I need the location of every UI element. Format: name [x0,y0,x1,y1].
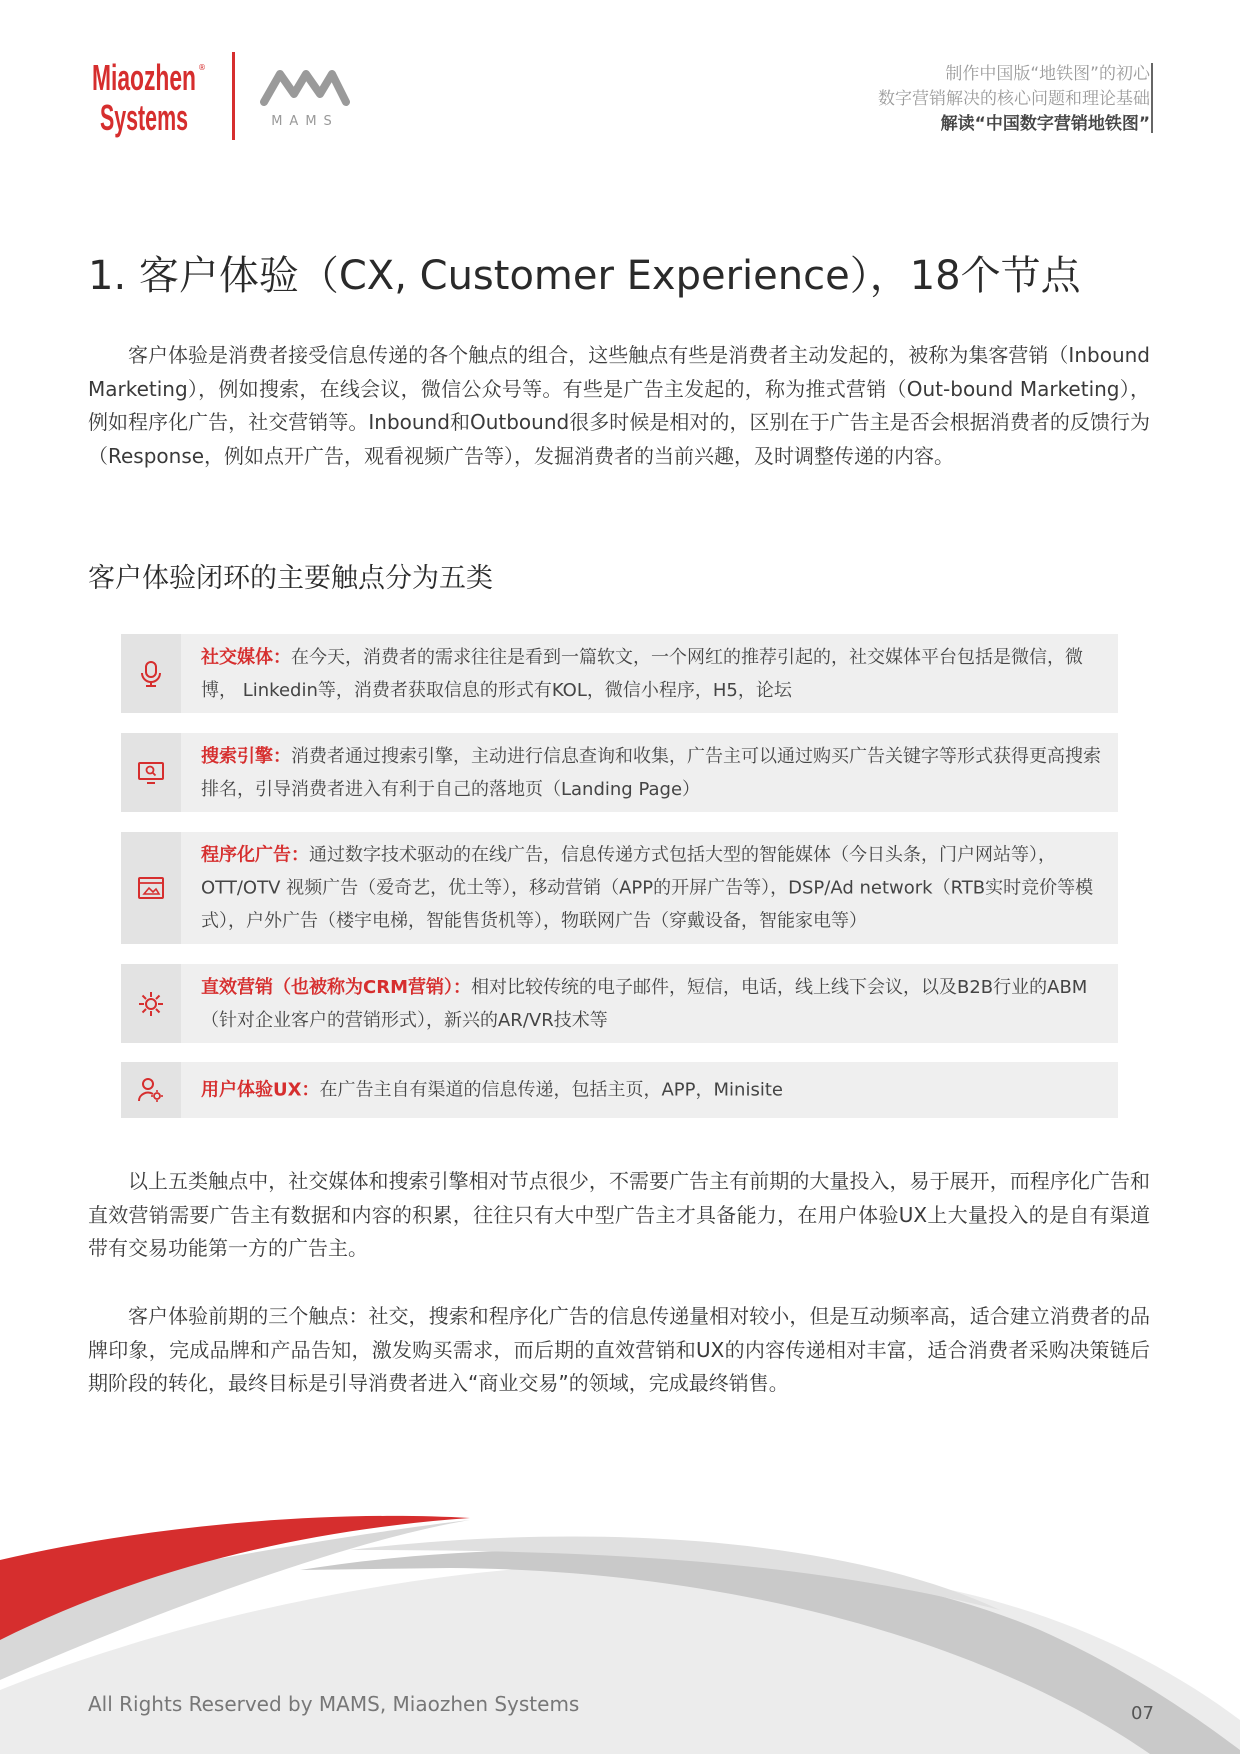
svg-text:®: ® [198,63,206,72]
touchpoint-label: 程序化广告： [201,844,309,866]
touchpoint-description: 在广告主自有渠道的信息传递，包括主页，APP，Minisite [319,1079,783,1101]
header-accent-bar [1151,63,1153,133]
touchpoint-user-experience [121,1062,1118,1118]
network-gear-icon [136,989,166,1019]
touchpoint-icon-column [121,733,181,812]
mams-logo [260,64,350,128]
touchpoint-text [201,641,1106,707]
touchpoint-social-media [121,634,1118,713]
touchpoint-label: 用户体验UX： [201,1079,320,1101]
touchpoint-text [201,839,1106,938]
touchpoint-label: 社交媒体： [201,646,291,668]
microphone-icon [136,659,166,689]
miaozhen-logo [92,56,214,142]
touchpoint-text [201,1074,1106,1107]
touchpoint-direct-marketing [121,964,1118,1043]
touchpoint-description: 相对比较传统的电子邮件，短信，电话，线上线下会议，以及B2B行业的ABM（针对企业客户的营销形式），新兴的AR/VR技术等 [201,976,1088,1031]
summary-paragraph-2: 客户体验前期的三个触点：社交，搜索和程序化广告的信息传递量相对较小，但是互动频率高，适合建立消费者的品牌印象，完成品牌和产品告知，激发购买需求，而后期的直效营销和UX的内容传递相对丰富，适合消费者采购决策链后期阶段的转化，最终目标是引导消费者进入“商业交易”的领域，完成最终销售。 [88,1304,1150,1395]
footer-copyright: All Rights Reserved by MAMS, Miaozhen Systems [88,1692,580,1716]
header-line-3: 解读“中国数字营销地铁图” [940,114,1150,134]
touchpoint-description: 通过数字技术驱动的在线广告，信息传递方式包括大型的智能媒体（今日头条，门户网站等），OTT/OTV 视频广告（爱奇艺，优土等），移动营销（APP的开屏广告等），DSP/Ad network（RTB实时竞价等模式），户外广告（楼宇电梯，智能售货机等），物联网广告（穿戴设备，智能家电等） [201,844,1094,932]
touchpoint-text [201,740,1106,806]
header-line-1: 制作中国版“地铁图”的初心 [945,64,1150,84]
touchpoint-icon-column [121,964,181,1043]
touchpoint-label: 搜索引擎： [201,745,291,767]
touchpoint-description: 消费者通过搜索引擎，主动进行信息查询和收集，广告主可以通过购买广告关键字等形式获得更高搜索排名，引导消费者进入有利于自己的落地页（Landing Page） [201,745,1101,800]
touchpoint-search-engine [121,733,1118,812]
touchpoint-description: 在今天，消费者的需求往往是看到一篇软文，一个网红的推荐引起的，社交媒体平台包括是微信，微博， Linkedin等，消费者获取信息的形式有KOL，微信小程序，H5，论坛 [201,646,1083,701]
summary-paragraph-1: 以上五类触点中，社交媒体和搜索引擎相对节点很少，不需要广告主有前期的大量投入，易于展开，而程序化广告和直效营销需要广告主有数据和内容的积累，往往只有大中型广告主才具备能力，在用户体验UX上大量投入的是自有渠道带有交易功能第一方的广告主。 [88,1169,1150,1260]
touchpoint-icon-column [121,832,181,944]
svg-text:Systems: Systems [100,97,188,138]
section-heading: 客户体验闭环的主要触点分为五类 [88,563,493,594]
touchpoint-label: 直效营销（也被称为CRM营销）： [201,976,471,998]
touchpoint-text [201,971,1106,1037]
display-ad-icon [136,873,166,903]
svg-text:Miaozhen: Miaozhen [92,57,196,98]
page-title: 1. 客户体验（CX, Customer Experience），18个节点 [88,253,1081,299]
logo-divider [232,52,235,140]
page-number: 07 [1131,1703,1154,1724]
touchpoint-programmatic-ads [121,832,1118,944]
monitor-search-icon [136,758,166,788]
intro-paragraph: 客户体验是消费者接受信息传递的各个触点的组合，这些触点有些是消费者主动发起的，被称为集客营销（Inbound Marketing），例如搜索，在线会议，微信公众号等。有些是广告主发起的，称为推式营销（Out-bound Marketing），例如程序化广告，社交营销等。Inbound和Outbound很多时候是相对的，区别在于广告主是否会根据消费者的反馈行为（Response，例如点开广告，观看视频广告等），发掘消费者的当前兴趣，及时调整传递的内容。 [88,343,1150,468]
header-breadcrumb [878,62,1150,137]
touchpoint-icon-column [121,1062,181,1118]
user-gear-icon [136,1075,166,1105]
mams-wordmark: MAMS [271,114,339,129]
touchpoint-icon-column [121,634,181,713]
header-line-2: 数字营销解决的核心问题和理论基础 [878,89,1150,109]
